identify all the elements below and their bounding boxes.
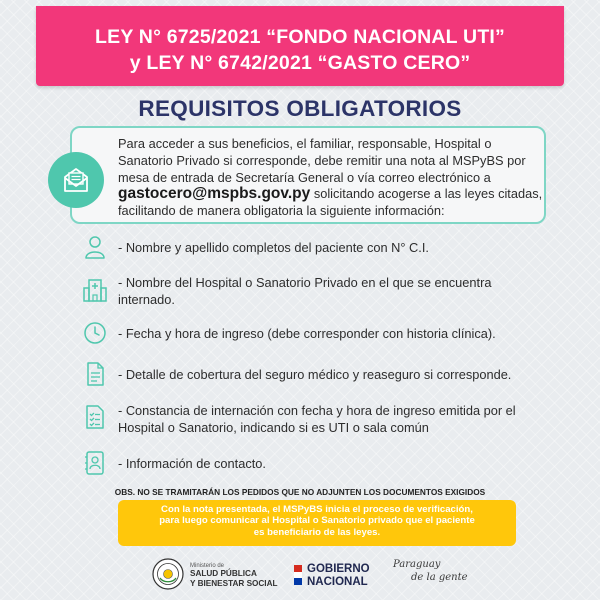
list-item: - Información de contacto. bbox=[118, 456, 266, 471]
intro-text-after: solicitando acogerse a las leyes citadas, facilitando de manera obligatoria la siguiente información: bbox=[118, 186, 543, 219]
document-icon bbox=[82, 361, 108, 387]
verification-note bbox=[118, 500, 516, 546]
header-banner bbox=[36, 6, 564, 86]
gobierno-line1: GOBIERNO bbox=[307, 563, 370, 575]
ministry-small-label: Ministerio de bbox=[190, 563, 225, 569]
intro-text bbox=[118, 136, 548, 220]
requirements-title: REQUISITOS OBLIGATORIOS bbox=[138, 96, 462, 121]
ministry-name-line2: Y BIENESTAR SOCIAL bbox=[190, 578, 278, 588]
email-link[interactable]: gastocero@mspbs.gov.py bbox=[118, 185, 311, 203]
note-line: Con la nota presentada, el MSPyBS inicia el proceso de verificación, bbox=[161, 504, 473, 515]
clock-icon bbox=[82, 320, 108, 346]
note-line: para luego comunicar al Hospital o Sanatorio privado que el paciente bbox=[159, 515, 475, 527]
mail-icon bbox=[48, 152, 104, 208]
contact-card-icon bbox=[82, 450, 108, 476]
slogan-line1: Paraguay bbox=[393, 559, 441, 570]
ministry-logo bbox=[190, 563, 278, 588]
banner-title-line1: LEY N° 6725/2021 “FONDO NACIONAL UTI” bbox=[95, 26, 505, 48]
slogan-line2: de la gente bbox=[411, 572, 468, 583]
list-item: - Constancia de internación con fecha y hora de ingreso emitida por el Hospital o Sanatorio, indicando si es UTI o sala común bbox=[118, 403, 516, 435]
obs-notice: OBS. NO SE TRAMITARÁN LOS PEDIDOS QUE NO ADJUNTEN LOS DOCUMENTOS EXIGIDOS bbox=[114, 487, 486, 497]
national-seal-icon bbox=[152, 558, 184, 590]
list-item: - Nombre del Hospital o Sanatorio Privado en el que se encuentra internado. bbox=[118, 275, 492, 307]
flag-icon bbox=[294, 565, 302, 585]
ministry-name-line1: SALUD PÚBLICA bbox=[190, 569, 257, 578]
checklist-icon bbox=[82, 404, 108, 430]
note-line: es beneficiario de las leyes. bbox=[253, 526, 381, 538]
list-item: - Nombre y apellido completos del paciente con N° C.I. bbox=[118, 240, 429, 255]
list-item: - Detalle de cobertura del seguro médico y reaseguro si corresponde. bbox=[118, 367, 512, 382]
person-icon bbox=[82, 234, 108, 260]
intro-text-before: Para acceder a sus beneficios, el familiar, responsable, Hospital o Sanatorio Privado si corresponde, debe remitir una nota al MSPyBS por mesa de entrada de Secretaría General o vía correo electrónico a bbox=[118, 136, 526, 185]
list-item: - Fecha y hora de ingreso (debe corresponder con historia clínica). bbox=[118, 326, 496, 341]
banner-title-line2: y LEY N° 6742/2021 “GASTO CERO” bbox=[129, 52, 471, 74]
footer-logos bbox=[0, 550, 600, 600]
hospital-icon bbox=[82, 277, 108, 303]
gobierno-line2: NACIONAL bbox=[307, 575, 368, 588]
slogan-logo bbox=[393, 558, 468, 584]
